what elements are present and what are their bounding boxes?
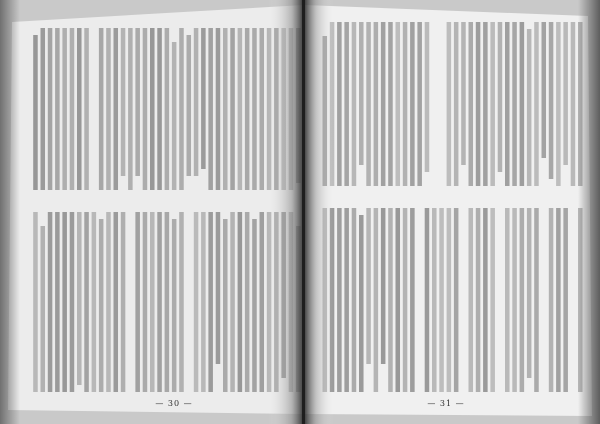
right-page-text-column-14-block-1 <box>476 208 481 392</box>
left-page-text-column-8-block-0 <box>238 28 243 190</box>
right-page-text-column-24-block-1 <box>403 208 408 392</box>
left-page-text-column-11-block-1 <box>216 212 221 364</box>
left-page-text-column-36-block-1 <box>33 212 38 392</box>
right-page-text-column-19-block-1 <box>439 208 444 392</box>
left-page-number: — 30 — <box>155 399 193 408</box>
right-page-text-column-22-block-0 <box>417 22 422 186</box>
left-page-text-column-12-block-0 <box>208 28 213 190</box>
right-page-text-column-32-block-0 <box>344 22 349 186</box>
right-page-text-column-26-block-1 <box>388 208 393 392</box>
left-page-text-column-35-block-1 <box>41 226 46 392</box>
left-page-text-column-26-block-1 <box>106 212 111 392</box>
right-page-number: — 31 — <box>427 399 465 408</box>
left-page-text-column-5-block-0 <box>260 28 265 190</box>
right-page-text-column-12-block-0 <box>490 22 495 186</box>
left-page-text-column-28-block-1 <box>92 212 97 392</box>
right-page-text-column-8-block-0 <box>520 22 525 186</box>
left-page-text-column-32-block-1 <box>62 212 67 392</box>
right-page-text-column-29-block-0 <box>366 22 371 186</box>
right-page-text-column-25-block-0 <box>396 22 401 186</box>
left-page-text-column-12-block-1 <box>208 212 213 392</box>
left-page-text-column-6-block-0 <box>252 28 257 190</box>
right-page-text-column-20-block-1 <box>432 208 437 392</box>
left-page-text-column-32-block-0 <box>62 28 67 190</box>
right-page-text-column-3-block-1 <box>556 208 561 392</box>
right-page-text-column-18-block-1 <box>447 208 452 392</box>
right-page-text-column-9-block-1 <box>512 208 517 392</box>
right-page-text-column-17-block-1 <box>454 208 459 392</box>
left-page-text-column-23-block-0 <box>128 28 133 190</box>
right-page-text-column-30-block-1 <box>359 215 364 392</box>
left-page-text-column-11-block-0 <box>216 28 221 190</box>
right-page-text-column-30-block-0 <box>359 22 364 165</box>
right-page-text-column-28-block-0 <box>374 22 379 186</box>
left-page-text-column-31-block-0 <box>70 28 75 190</box>
right-page-text-column-33-block-0 <box>337 22 342 186</box>
spine-line <box>302 0 305 424</box>
left-page-text-column-34-block-0 <box>48 28 53 190</box>
right-page-text-column-13-block-0 <box>483 22 488 186</box>
left-page-text-column-33-block-0 <box>55 28 60 190</box>
left-page-text-column-13-block-1 <box>201 212 206 392</box>
left-page-text-column-20-block-0 <box>150 28 155 190</box>
left-page-text-column-10-block-1 <box>223 219 228 392</box>
right-page-text-column-1-block-0 <box>571 22 576 186</box>
left-page-text-column-21-block-0 <box>143 28 148 190</box>
left-page-text-column-25-block-1 <box>114 212 119 392</box>
left-page-outer-edge-shadow <box>0 0 20 424</box>
left-page-text-column-7-block-1 <box>245 212 250 392</box>
right-page-text-column-15-block-0 <box>469 22 474 186</box>
left-page-text-column-19-block-1 <box>157 212 162 392</box>
right-page-text-column-17-block-0 <box>454 22 459 186</box>
right-page-text-column-29-block-1 <box>366 208 371 364</box>
right-page-text-column-11-block-0 <box>498 22 503 172</box>
left-page-text-column-14-block-0 <box>194 28 199 176</box>
left-page-text-column-16-block-0 <box>179 28 184 190</box>
right-page-text-column-4-block-0 <box>549 22 554 179</box>
right-page-text-column-25-block-1 <box>396 208 401 392</box>
left-page-text-column-18-block-1 <box>165 212 170 392</box>
right-page-text-column-15-block-1 <box>469 208 474 392</box>
right-page-text-column-3-block-0 <box>556 22 561 186</box>
left-page-text-column-27-block-0 <box>99 28 104 190</box>
right-page-text-column-21-block-1 <box>425 208 430 392</box>
left-page-text-column-17-block-1 <box>172 219 177 392</box>
left-page-text-column-26-block-0 <box>106 28 111 190</box>
left-page-text-column-20-block-1 <box>150 212 155 392</box>
left-page-text-column-30-block-0 <box>77 28 82 190</box>
right-page-text-column-5-block-0 <box>542 22 547 158</box>
left-page-text-column-24-block-1 <box>121 212 126 392</box>
left-page-text-column-30-block-1 <box>77 212 82 385</box>
left-page-text-column-22-block-0 <box>135 28 140 176</box>
right-page-gutter-shadow <box>304 0 334 424</box>
right-page-text-column-2-block-0 <box>563 22 568 165</box>
right-page-text-column-10-block-1 <box>505 208 510 392</box>
right-page-text-column-23-block-0 <box>410 22 415 186</box>
right-page-text-column-7-block-0 <box>527 29 532 186</box>
left-page-text-column-18-block-0 <box>165 28 170 190</box>
left-page-text-column-13-block-0 <box>201 28 206 169</box>
right-page-text-column-12-block-1 <box>490 208 495 392</box>
left-page-text-column-9-block-1 <box>230 212 235 392</box>
left-page-text-column-15-block-0 <box>187 35 192 176</box>
right-page-text-column-24-block-0 <box>403 22 408 186</box>
left-page-text-column-17-block-0 <box>172 42 177 190</box>
right-page-text-column-9-block-0 <box>512 22 517 186</box>
right-page-text-column-32-block-1 <box>344 208 349 392</box>
left-page-text-column-8-block-1 <box>238 212 243 392</box>
left-page-text-column-6-block-1 <box>252 219 257 392</box>
right-page-text-column-27-block-1 <box>381 208 386 364</box>
right-page-text-column-8-block-1 <box>520 208 525 392</box>
right-page-text-column-26-block-0 <box>388 22 393 186</box>
left-page-text-column-24-block-0 <box>121 28 126 176</box>
left-page-text-column-34-block-1 <box>48 212 53 392</box>
right-page-text-column-23-block-1 <box>410 208 415 392</box>
left-page-text-column-25-block-0 <box>114 28 119 190</box>
right-page-text-column-18-block-0 <box>447 22 452 186</box>
right-page-text-column-31-block-1 <box>352 208 357 392</box>
left-page-text-column-7-block-0 <box>245 28 250 190</box>
left-page-text-column-9-block-0 <box>230 28 235 190</box>
left-page-text-column-21-block-1 <box>143 212 148 392</box>
right-page-outer-edge-shadow <box>578 0 600 424</box>
left-page-text-column-10-block-0 <box>223 28 228 190</box>
left-page-text-column-36-block-0 <box>33 35 38 190</box>
right-page-text-column-14-block-0 <box>476 22 481 186</box>
right-page-text-column-13-block-1 <box>483 208 488 392</box>
left-page-text-column-35-block-0 <box>41 28 46 190</box>
right-page-text-column-33-block-1 <box>337 208 342 392</box>
right-page-text-column-28-block-1 <box>374 208 379 392</box>
right-page-text-column-7-block-1 <box>527 208 532 378</box>
left-page-text-column-31-block-1 <box>70 212 75 392</box>
left-page-gutter-shadow <box>268 0 304 424</box>
left-page-text-column-29-block-0 <box>84 28 89 190</box>
right-page-text-column-6-block-1 <box>534 208 539 392</box>
right-page-text-column-6-block-0 <box>534 22 539 186</box>
left-page-text-column-5-block-1 <box>260 212 265 392</box>
left-page-text-column-22-block-1 <box>135 212 140 392</box>
right-page-text-column-16-block-0 <box>461 22 466 165</box>
right-page-text-column-27-block-0 <box>381 22 386 186</box>
right-page-text-column-31-block-0 <box>352 22 357 186</box>
right-page-text-column-21-block-0 <box>425 22 430 172</box>
left-page-text-column-33-block-1 <box>55 212 60 392</box>
left-page-text-column-27-block-1 <box>99 219 104 392</box>
right-page-text-column-10-block-0 <box>505 22 510 186</box>
left-page-text-column-29-block-1 <box>84 212 89 392</box>
left-page-text-column-19-block-0 <box>157 28 162 190</box>
right-page-text-column-4-block-1 <box>549 208 554 392</box>
left-page-text-column-16-block-1 <box>179 212 184 392</box>
left-page-text-column-14-block-1 <box>194 212 199 392</box>
right-page-text-column-2-block-1 <box>563 208 568 392</box>
